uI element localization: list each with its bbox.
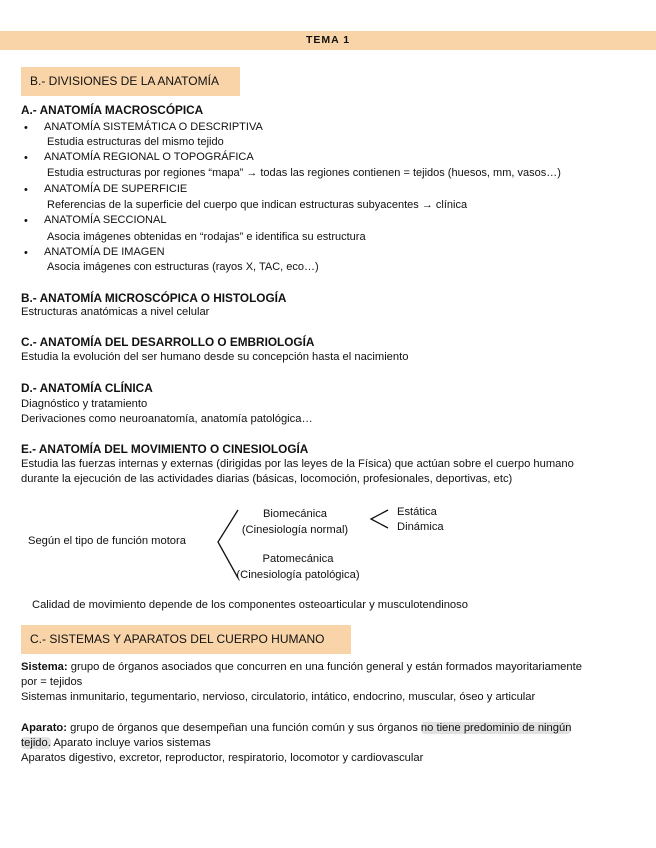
bullet-marker: • <box>24 152 28 164</box>
macro-item-desc: Asocia imágenes con estructuras (rayos X, TAC, eco…) <box>47 261 319 273</box>
desarrollo-text: Estudia la evolución del ser humano desde su concepción hasta el nacimiento <box>21 351 409 363</box>
macro-item-title: ANATOMÍA SECCIONAL <box>44 214 167 226</box>
clinica-text: Diagnóstico y tratamiento <box>21 398 148 410</box>
section-title-divisiones: B.- DIVISIONES DE LA ANATOMÍA <box>21 67 240 96</box>
brace-small <box>368 508 392 530</box>
sistema-examples: Sistemas inmunitario, tegumentario, nervioso, circulatorio, intático, endocrino, muscular, óseo y articular <box>21 691 536 703</box>
aparato-def-text: grupo de órganos que desempeñan una función común y sus órganos <box>67 722 421 734</box>
diagram-branch-biomecanica-sub: (Cinesiología normal) <box>241 524 349 536</box>
diagram-root: Según el tipo de función motora <box>28 535 186 547</box>
heading-desarrollo: C.- ANATOMÍA DEL DESARROLLO O EMBRIOLOGÍA <box>21 335 315 349</box>
bullet-marker: • <box>24 184 28 196</box>
macro-item-desc: Asocia imágenes obtenidas en “rodajas” e identifica su estructura <box>47 231 366 243</box>
macro-item-title: ANATOMÍA REGIONAL O TOPOGRÁFICA <box>44 151 254 163</box>
clinica-text: Derivaciones como neuroanatomía, anatomía patológica… <box>21 413 313 425</box>
page-title: TEMA 1 <box>305 34 351 46</box>
macro-item-title: ANATOMÍA DE SUPERFICIE <box>44 183 188 195</box>
sistema-definition <box>21 661 582 673</box>
macro-item-desc: Estudia estructuras por regiones “mapa” → todas las regiones contienen = tejidos (huesos, mm, vasos…) <box>47 167 561 179</box>
aparato-definition <box>21 722 571 734</box>
bullet-marker: • <box>24 215 28 227</box>
macro-item-desc: Estudia estructuras del mismo tejido <box>47 136 224 148</box>
heading-movimiento: E.- ANATOMÍA DEL MOVIMIENTO O CINESIOLOGÍA <box>21 442 309 456</box>
movimiento-text: durante la ejecución de las actividades diarias (básicas, locomoción, profesionales, deportivas, etc) <box>21 473 513 485</box>
diagram-leaf-dinamica: Dinámica <box>397 521 444 533</box>
movimiento-note: Calidad de movimiento depende de los componentes osteoarticular y musculotendinoso <box>32 599 468 611</box>
micro-text: Estructuras anatómicas a nivel celular <box>21 306 210 318</box>
heading-microscopica: B.- ANATOMÍA MICROSCÓPICA O HISTOLOGÍA <box>21 291 287 305</box>
aparato-term: Aparato: <box>21 722 67 734</box>
heading-clinica: D.- ANATOMÍA CLÍNICA <box>21 381 153 395</box>
sistema-term: Sistema: <box>21 661 68 673</box>
diagram-branch-patomecanica-sub: (Cinesiología patológica) <box>236 569 360 581</box>
macro-item-title: ANATOMÍA SISTEMÁTICA O DESCRIPTIVA <box>44 121 263 133</box>
aparato-highlight: tejido. <box>21 737 51 749</box>
bullet-marker: • <box>24 122 28 134</box>
section-title-sistemas: C.- SISTEMAS Y APARATOS DEL CUERPO HUMANO <box>21 625 351 654</box>
macro-item-desc: Referencias de la superficie del cuerpo que indican estructuras subyacentes → clínica <box>47 199 468 211</box>
aparato-examples: Aparatos digestivo, excretor, reproductor, respiratorio, locomotor y cardiovascular <box>21 752 424 764</box>
sistema-def-cont: por = tejidos <box>21 676 83 688</box>
sistema-def-text: grupo de órganos asociados que concurren en una función general y están formados mayoritariamente <box>67 661 582 673</box>
diagram-branch-patomecanica: Patomecánica <box>262 553 334 565</box>
bullet-marker: • <box>24 247 28 259</box>
heading-macroscopica: A.- ANATOMÍA MACROSCÓPICA <box>21 103 204 117</box>
diagram-branch-biomecanica: Biomecánica <box>262 508 328 520</box>
diagram-leaf-estatica: Estática <box>397 506 437 518</box>
movimiento-text: Estudia las fuerzas internas y externas (dirigidas por las leyes de la Física) que actúan sobre el cuerpo humano <box>21 458 574 470</box>
aparato-def-cont <box>21 737 211 749</box>
macro-item-title: ANATOMÍA DE IMAGEN <box>44 246 165 258</box>
aparato-highlight: no tiene predominio de ningún <box>420 722 572 734</box>
aparato-def-text: Aparato incluye varios sistemas <box>50 737 211 749</box>
header-bar <box>0 31 656 50</box>
